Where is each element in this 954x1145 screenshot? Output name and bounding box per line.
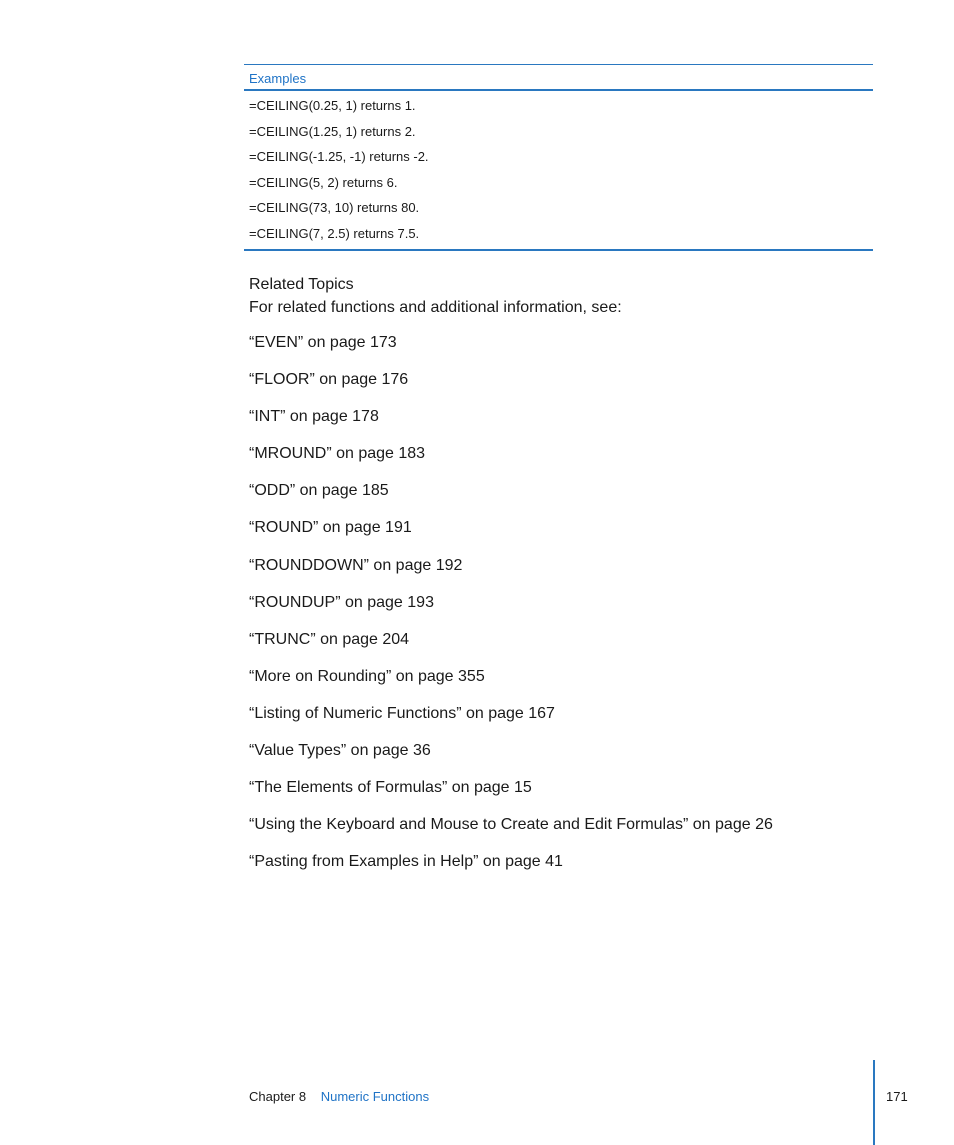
example-row: =CEILING(73, 10) returns 80. <box>249 200 420 216</box>
related-link-pasting-examples[interactable]: “Pasting from Examples in Help” on page 41 <box>249 853 563 871</box>
footer-divider <box>873 1060 875 1145</box>
example-row: =CEILING(7, 2.5) returns 7.5. <box>249 225 420 241</box>
chapter-label: Chapter 8 <box>249 1089 307 1104</box>
related-link-int[interactable]: “INT” on page 178 <box>249 408 379 426</box>
related-link-even[interactable]: “EVEN” on page 173 <box>249 334 397 351</box>
examples-table <box>244 64 873 251</box>
example-row: =CEILING(5, 2) returns 6. <box>249 174 398 190</box>
related-link-listing-numeric-functions[interactable]: “Listing of Numeric Functions” on page 167 <box>249 704 555 722</box>
related-link-round[interactable]: “ROUND” on page 191 <box>249 519 412 537</box>
related-topics-list <box>249 331 889 874</box>
example-row: =CEILING(-1.25, -1) returns -2. <box>249 149 429 165</box>
page-footer <box>249 1087 429 1107</box>
related-link-mround[interactable]: “MROUND” on page 183 <box>249 445 426 463</box>
examples-body <box>244 91 873 251</box>
related-topics-heading: Related Topics <box>249 276 354 293</box>
examples-header: Examples <box>244 64 873 91</box>
related-link-more-on-rounding[interactable]: “More on Rounding” on page 355 <box>249 667 485 685</box>
page-number: 171 <box>886 1089 908 1104</box>
related-link-floor[interactable]: “FLOOR” on page 176 <box>249 371 409 389</box>
related-link-elements-of-formulas[interactable]: “The Elements of Formulas” on page 15 <box>249 779 532 797</box>
related-topics-intro: For related functions and additional information, see: <box>249 299 622 316</box>
related-link-keyboard-mouse-formulas[interactable]: “Using the Keyboard and Mouse to Create and Edit Formulas” on page 26 <box>249 816 773 834</box>
related-topics-section <box>249 274 889 887</box>
related-link-rounddown[interactable]: “ROUNDDOWN” on page 192 <box>249 556 463 574</box>
related-link-value-types[interactable]: “Value Types” on page 36 <box>249 742 431 760</box>
example-row: =CEILING(0.25, 1) returns 1. <box>249 98 416 113</box>
related-link-trunc[interactable]: “TRUNC” on page 204 <box>249 630 410 648</box>
example-row: =CEILING(1.25, 1) returns 2. <box>249 123 416 139</box>
related-link-roundup[interactable]: “ROUNDUP” on page 193 <box>249 593 434 611</box>
related-link-odd[interactable]: “ODD” on page 185 <box>249 482 389 500</box>
chapter-title: Numeric Functions <box>320 1089 430 1104</box>
